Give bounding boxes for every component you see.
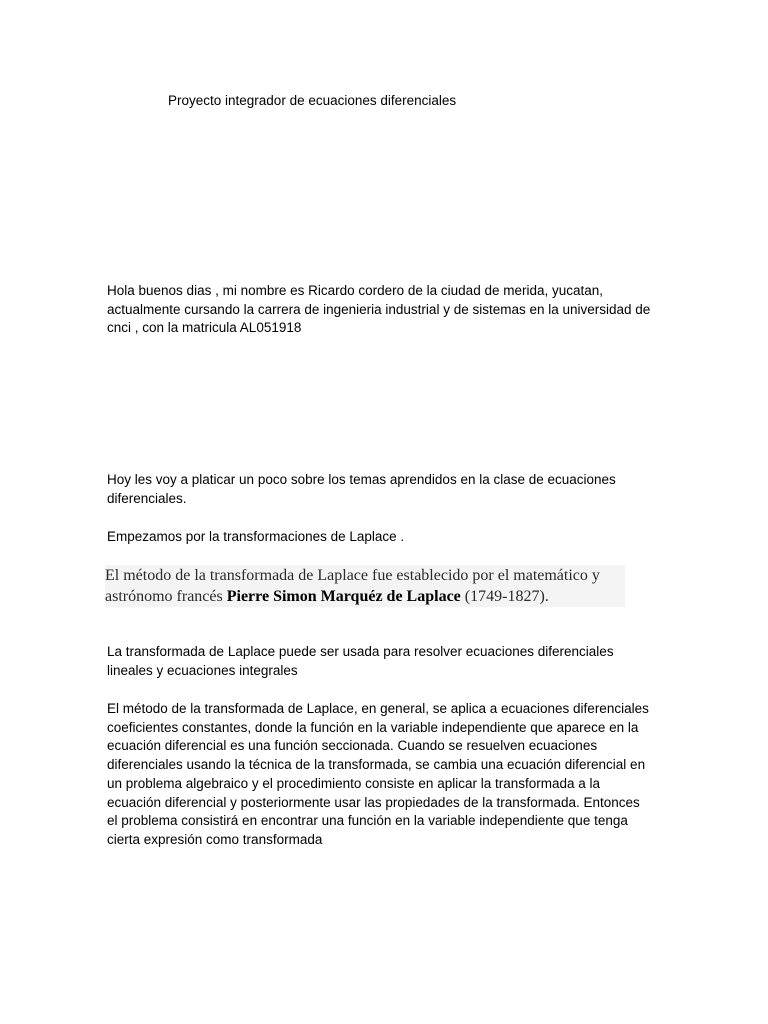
- intro-line: cnci , con la matricula AL051918: [107, 320, 302, 336]
- method-line: coeficientes constantes, donde la función en la variable independiente que aparece en la: [107, 719, 639, 735]
- method-line: diferenciales usando la técnica de la transformada, se cambia una ecuación diferencial en: [107, 757, 646, 773]
- method-line: un problema algebraico y el procedimiento consiste en aplicar la transformada a la: [107, 775, 601, 791]
- laplace-dates: (1749-1827).: [460, 588, 549, 605]
- laplace-quote-line: [105, 586, 625, 607]
- intro-line: Hola buenos dias , mi nombre es Ricardo cordero de la ciudad de merida, yucatan,: [107, 283, 604, 298]
- method-line: ecuación diferencial es una función seccionada. Cuando se resuelven ecuaciones: [107, 738, 598, 754]
- method-line: ecuación diferencial y posteriormente usar las propiedades de la transformada. Entonces: [107, 794, 640, 810]
- method-paragraph: [107, 700, 667, 850]
- topics-line: Hoy les voy a platicar un poco sobre los temas aprendidos en la clase de ecuaciones: [107, 472, 616, 487]
- intro-line: actualmente cursando la carrera de ingenieria industrial y de sistemas en la universidad de: [107, 301, 651, 317]
- intro-paragraph: [107, 282, 667, 338]
- page-title: Proyecto integrador de ecuaciones diferenciales: [168, 93, 457, 108]
- laplace-quote-line: El método de la transformada de Laplace fue establecido por el matemático y: [105, 567, 600, 584]
- laplace-quote-prefix: astrónomo francés: [105, 588, 227, 605]
- transform-use-line: lineales y ecuaciones integrales: [107, 662, 298, 678]
- transform-use-paragraph: [107, 643, 667, 680]
- topics-line: diferenciales.: [107, 490, 187, 506]
- topics-paragraph: [107, 471, 667, 508]
- start-line: Empezamos por la transformaciones de Laplace .: [107, 529, 405, 544]
- start-paragraph: [107, 528, 667, 547]
- method-line: el problema consistirá en encontrar una función en la variable independiente que tenga: [107, 813, 628, 829]
- method-line: cierta expresión como transformada: [107, 831, 323, 847]
- transform-use-line: La transformada de Laplace puede ser usada para resolver ecuaciones diferenciales: [107, 644, 614, 659]
- method-line: El método de la transformada de Laplace, en general, se aplica a ecuaciones diferenciales: [107, 701, 649, 716]
- laplace-name: Pierre Simon Marquéz de Laplace: [226, 588, 461, 605]
- laplace-quote: [105, 565, 625, 607]
